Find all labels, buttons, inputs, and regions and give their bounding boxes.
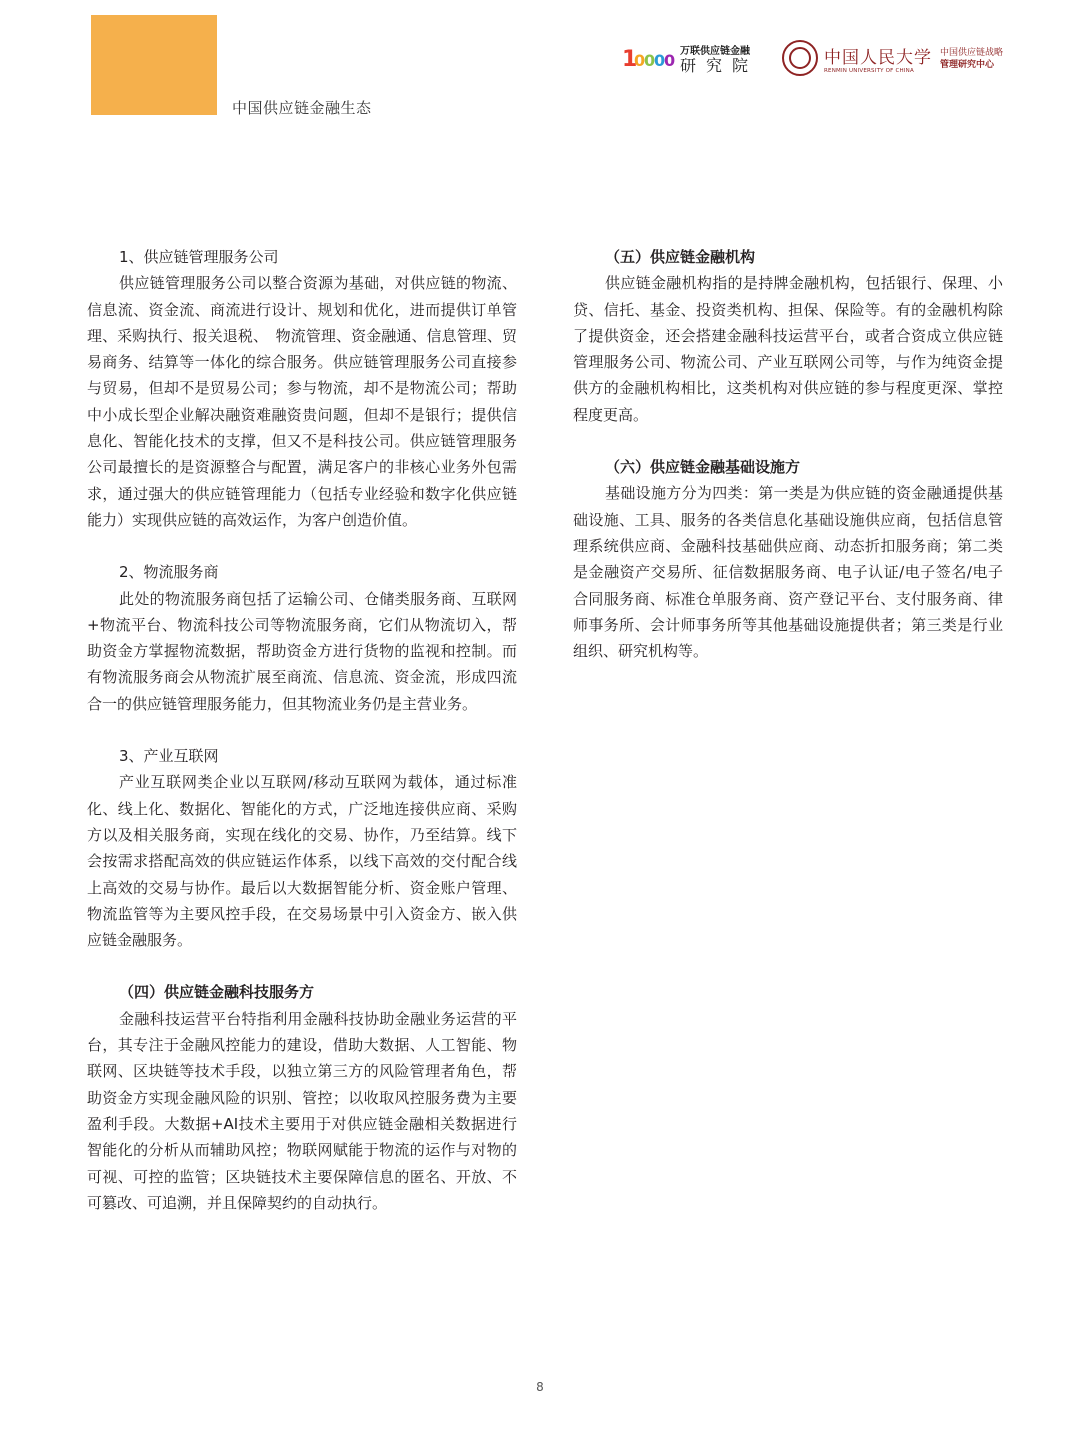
section-heading: 2、物流服务商 [119, 563, 219, 582]
section-paragraph: 此处的物流服务商包括了运输公司、仓储类服务商、互联网+物流平台、物流科技公司等物流服务商，它们从物流切入，帮助资金方掌握物流数据，帮助资金方进行货物的监视和控制。而有物流服务商会从物流扩展至商流、信息流、资金流，形成四流合一的供应链管理服务能力，但其物流业务仍是主营业务。 [87, 589, 517, 713]
right-column [573, 244, 1003, 690]
header-color-block [91, 15, 217, 115]
page-number: 8 [536, 1380, 544, 1394]
left-column [87, 244, 517, 1242]
header-title: 中国供应链金融生态 [232, 99, 372, 117]
wanlian-logo-mark: 1 0 0 0 0 [622, 47, 676, 72]
renda-logo [782, 40, 932, 76]
renda-logo-cn: 中国人民大学 [824, 47, 932, 68]
section-supply-chain-service [87, 244, 517, 533]
wanlian-logo-line1: 万联供应链金融 [680, 45, 750, 57]
section-financial-institutions [573, 244, 1003, 428]
section-heading: 1、供应链管理服务公司 [119, 248, 279, 266]
section-heading: （六）供应链金融基础设施方 [605, 458, 801, 477]
wanlian-logo-line2: 研究院 [680, 55, 759, 75]
section-paragraph: 金融科技运营平台特指利用金融科技协助金融业务运营的平台，其专注于金融风控能力的建设，借助大数据、人工智能、物联网、区块链等技术手段，以独立第三方的风险管理者角色，帮助资金方实现金融风险的识别、管控；以收取风控服务费为主要盈利手段。大数据+AI技术主要用于对供应链金融相关数据进行智能化的分析从而辅助风控；物联网赋能于物流的运作与对物的可视、可控的监管；区块链技术主要保障信息的匿名、开放、不可篡改、可追溯，并且保障契约的自动执行。 [87, 1009, 517, 1212]
research-center-line2: 管理研究中心 [940, 59, 995, 70]
section-logistics-service [87, 559, 517, 717]
section-fintech-service [87, 979, 517, 1216]
section-paragraph: 产业互联网类企业以互联网/移动互联网为载体，通过标准化、线上化、数据化、智能化的方式，广泛地连接供应商、采购方以及相关服务商，实现在线化的交易、协作，乃至结算。线下会按需求搭配高效的供应链运作体系，以线下高效的交付配合线上高效的交易与协作。最后以大数据智能分析、资金账户管理、物流监管等为主要风控手段，在交易场景中引入资金方、嵌入供应链金融服务。 [87, 773, 517, 950]
wanlian-logo [622, 40, 758, 80]
section-paragraph: 供应链金融机构指的是持牌金融机构，包括银行、保理、小贷、信托、基金、投资类机构、担保、保险等。有的金融机构除了提供资金，还会搭建金融科技运营平台，或者合资成立供应链管理服务公司、物流公司、产业互联网公司等，与作为纯资金提供方的金融机构相比，这类机构对供应链的参与程度更深、掌控程度更高。 [573, 274, 1003, 424]
section-heading: 3、产业互联网 [119, 747, 219, 766]
section-heading: （四）供应链金融科技服务方 [119, 983, 315, 1002]
renda-seal-icon [782, 40, 818, 76]
section-paragraph: 基础设施方分为四类：第一类是为供应链的资金融通提供基础设施、工具、服务的各类信息化基础设施供应商，包括信息管理系统供应商、金融科技基础供应商、动态折扣服务商；第二类是金融资产交易所、征信数据服务商、电子认证/电子签名/电子合同服务商、标准仓单服务商、资产登记平台、支付服务商、律师事务所、会计师事务所等其他基础设施提供者；第三类是行业组织、研究机构等。 [573, 484, 1003, 661]
section-industrial-internet [87, 743, 517, 953]
research-center-line1: 中国供应链战略 [940, 48, 1004, 58]
research-center-logo [940, 48, 1003, 71]
section-infrastructure [573, 454, 1003, 664]
section-paragraph: 供应链管理服务公司以整合资源为基础，对供应链的物流、信息流、资金流、商流进行设计、规划和优化，进而提供订单管理、采购执行、报关退税、 物流管理、资金融通、信息管理、贸易商务、结算等一体化的综合服务。供应链管理服务公司直接参与贸易，但却不是贸易公司；参与物流，却不是物流公司；帮助中小成长型企业解决融资难融资贵问题，但却不是银行；提供信息化、智能化技术的支撑，但又不是科技公司。供应链管理服务公司最擅长的是资源整合与配置，满足客户的非核心业务外包需求，通过强大的供应链管理能力（包括专业经验和数字化供应链能力）实现供应链的高效运作，为客户创造价值。 [87, 274, 517, 529]
renda-logo-en: RENMIN UNIVERSITY OF CHINA [824, 67, 914, 74]
section-heading: （五）供应链金融机构 [605, 248, 756, 266]
